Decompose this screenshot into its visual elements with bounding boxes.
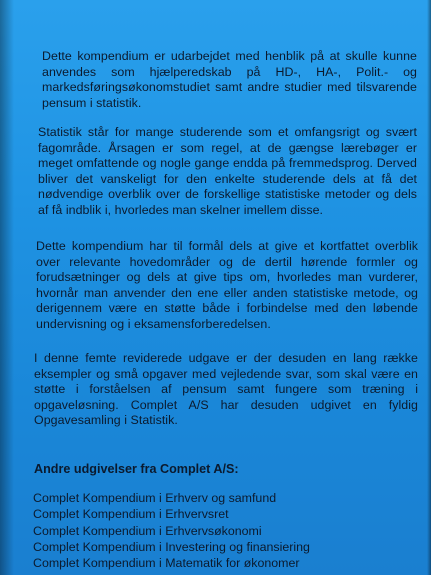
purpose-paragraph: Dette kompendium har til formål dels at give et kortfattet overblik over relevante hovedområder og de dertil hørende formler og forudsætninger og dels at give tips om, hvorledes man vurderer, hvornår man anvender den ene eller anden statistiske metode, og derigennem være en støtte både i forbindelse med den løbende undervisning og i eksamensforberedelsen. (36, 239, 418, 331)
publication-item: Complet Kompendium i Erhvervsret (33, 507, 229, 522)
cover-right-edge (427, 0, 431, 575)
publication-item: Complet Kompendium i Investering og finansiering (33, 539, 310, 554)
other-publications-list (33, 490, 310, 571)
publication-item: Complet Kompendium i Erhverv og samfund (33, 491, 277, 505)
edition-paragraph: I denne femte reviderede udgave er der desuden en lang række eksempler og små opgaver med vejledende svar, som skal være en støtte i forståelsen af pensum samt fungere som træning i opgaveløsning. Complet A/S har desuden udgivet en fyldig Opgavesamling i Statistik. (34, 351, 418, 428)
publication-item: Complet Kompendium i Erhvervsøkonomi (33, 523, 262, 538)
cover-left-shadow (0, 0, 14, 575)
intro-paragraph: Dette kompendium er udarbejdet med henblik på at skulle kunne anvendes som hjælperedskab på HD-, HA-, Polit.- og markedsføringsøkonomstudiet samt andre studier med tilsvarende pensum i statistik. (42, 49, 417, 110)
other-publications-heading: Andre udgivelser fra Complet A/S: (34, 462, 239, 476)
publication-item: Complet Kompendium i Matematik for økonomer (33, 556, 300, 571)
difficulty-paragraph: Statistik står for mange studerende som et omfangsrigt og svært fagområde. Årsagen er som regel, at de gængse lærebøger er meget omfattende og nogle gange endda på fremmedsprog. Derved bliver det vanskeligt for den enkelte studerende dels at få det nødvendige overblik over de forskellige statistiske metoder og dels af få indblik i, hvorledes man skelner imellem disse. (38, 125, 417, 217)
